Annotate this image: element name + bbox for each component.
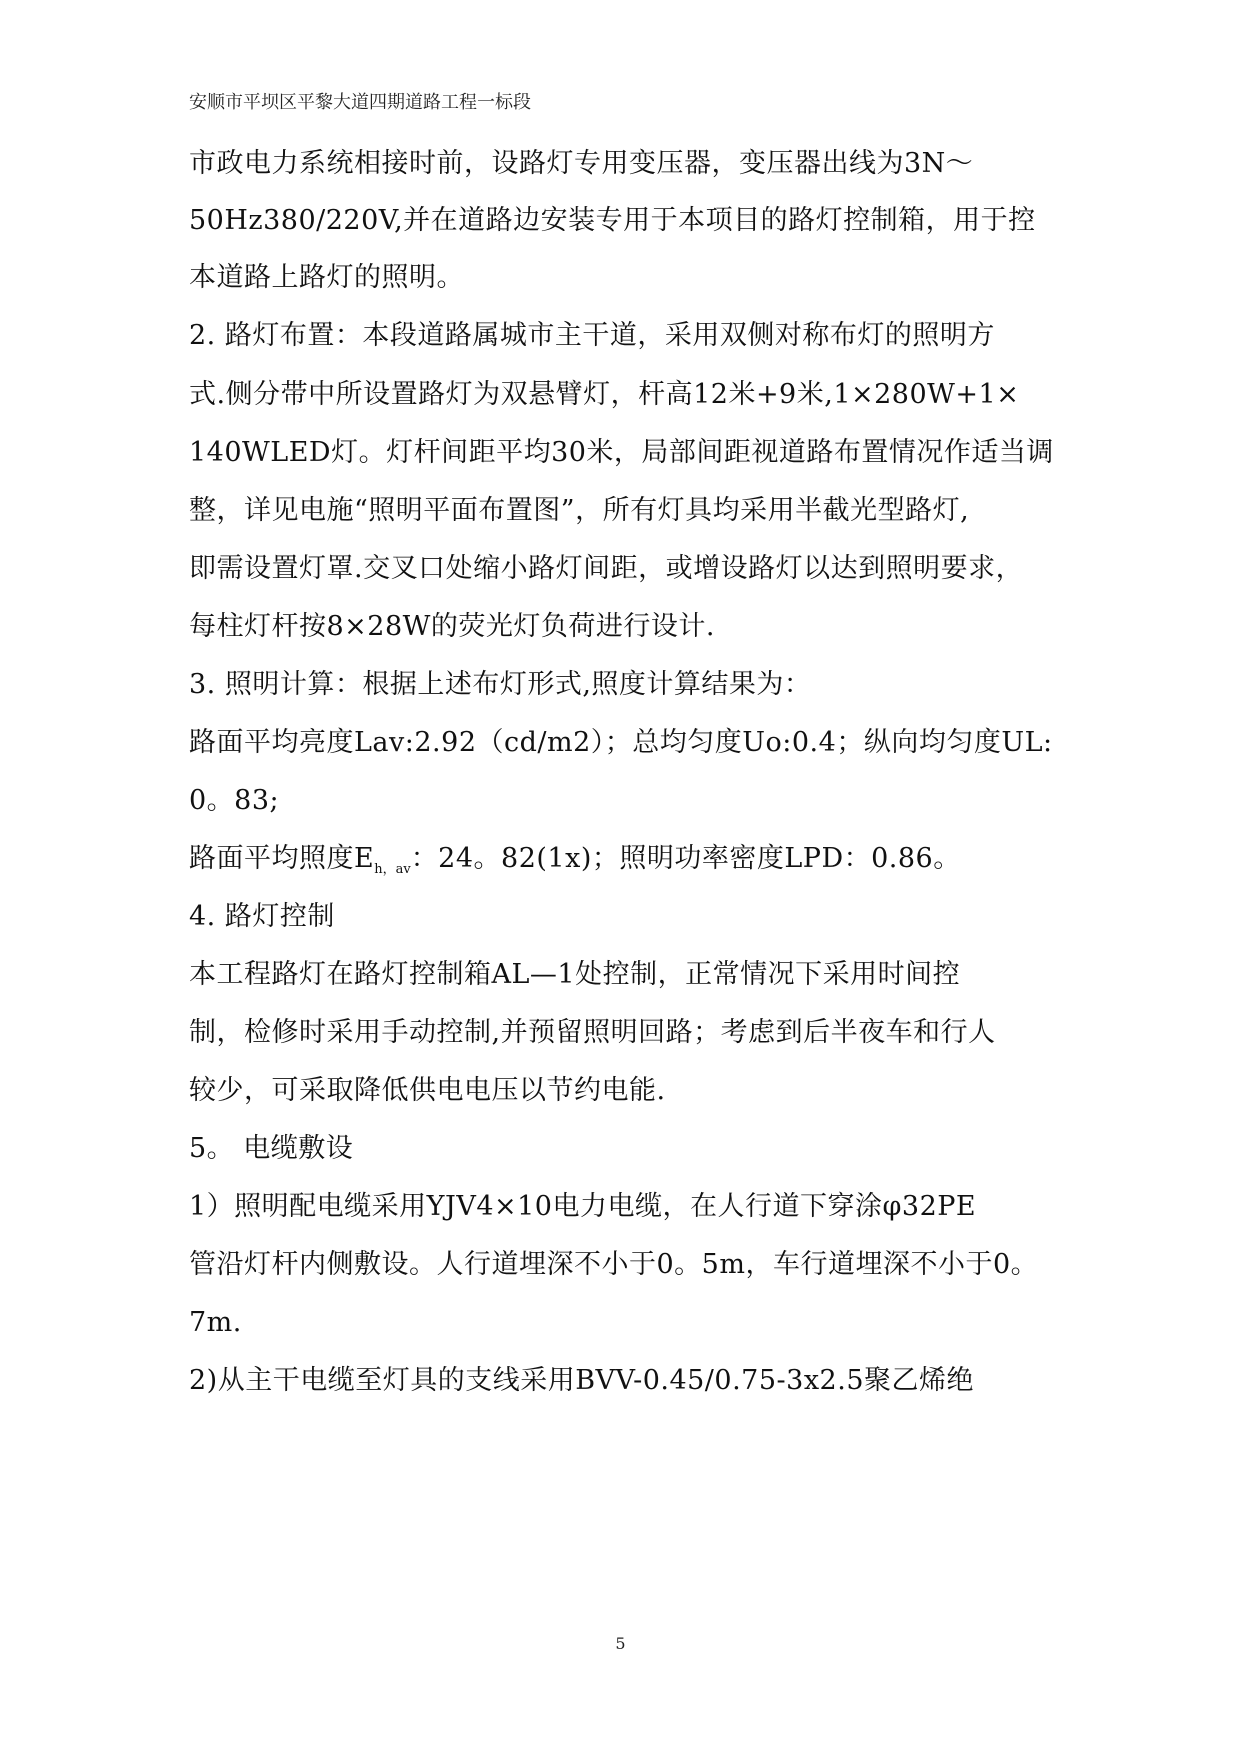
text-line: 140WLED灯。灯杆间距平均30米，局部间距视道路布置情况作适当调 xyxy=(189,437,1054,468)
running-header: 安顺市平坝区平黎大道四期道路工程一标段 xyxy=(189,92,531,113)
text-line: 式.侧分带中所设置路灯为双悬臂灯，杆高12米+9米,1×280W+1× xyxy=(189,379,1020,410)
text-line: 50Hz380/220V,并在道路边安装专用于本项目的路灯控制箱，用于控 xyxy=(189,205,1036,236)
text-line: 整，详见电施“照明平面布置图”，所有灯具均采用半截光型路灯, xyxy=(189,495,970,526)
page-number: 5 xyxy=(615,1634,626,1653)
text-line: 1）照明配电缆采用YJV4×10电力电缆，在人行道下穿涂φ32PE xyxy=(189,1191,977,1222)
text-line: 即需设置灯罩.交叉口处缩小路灯间距，或增设路灯以达到照明要求， xyxy=(189,553,1024,584)
text-line: 5。 电缆敷设 xyxy=(189,1133,354,1164)
text-line: 每柱灯杆按8×28W的荧光灯负荷进行设计. xyxy=(189,611,715,642)
text-line-tail: ：24。82(1x)；照明功率密度LPD：0.86。 xyxy=(410,843,961,874)
text-line: 市政电力系统相接时前，设路灯专用变压器，变压器出线为3N～ xyxy=(189,148,974,179)
text-line: 较少，可采取降低供电电压以节约电能. xyxy=(189,1075,666,1106)
text-line xyxy=(189,842,961,887)
text-line: 7m. xyxy=(189,1307,242,1338)
text-line: 2. 路灯布置：本段道路属城市主干道，采用双侧对称布灯的照明方 xyxy=(189,320,995,351)
text-line: 3. 照明计算：根据上述布灯形式,照度计算结果为： xyxy=(189,669,812,700)
text-line: 0。83; xyxy=(189,785,280,816)
text-line: 路面平均亮度Lav:2.92（cd/m2）；总均匀度Uo:0.4；纵向均匀度UL: xyxy=(189,727,1053,758)
text-line: 本道路上路灯的照明。 xyxy=(189,262,464,293)
text-line: 4. 路灯控制 xyxy=(189,901,335,932)
text-line: 制，检修时采用手动控制,并预留照明回路；考虑到后半夜车和行人 xyxy=(189,1017,996,1048)
text-line: 本工程路灯在路灯控制箱AL—1处控制，正常情况下采用时间控 xyxy=(189,959,961,990)
subscript-text: h，av xyxy=(374,862,411,877)
text-line: 管沿灯杆内侧敷设。人行道埋深不小于0。5m，车行道埋深不小于0。 xyxy=(189,1249,1039,1280)
text-line: 2)从主干电缆至灯具的支线采用BVV-0.45/0.75-3x2.5聚乙烯绝 xyxy=(189,1365,974,1396)
text-line-lead: 路面平均照度E xyxy=(189,843,375,874)
